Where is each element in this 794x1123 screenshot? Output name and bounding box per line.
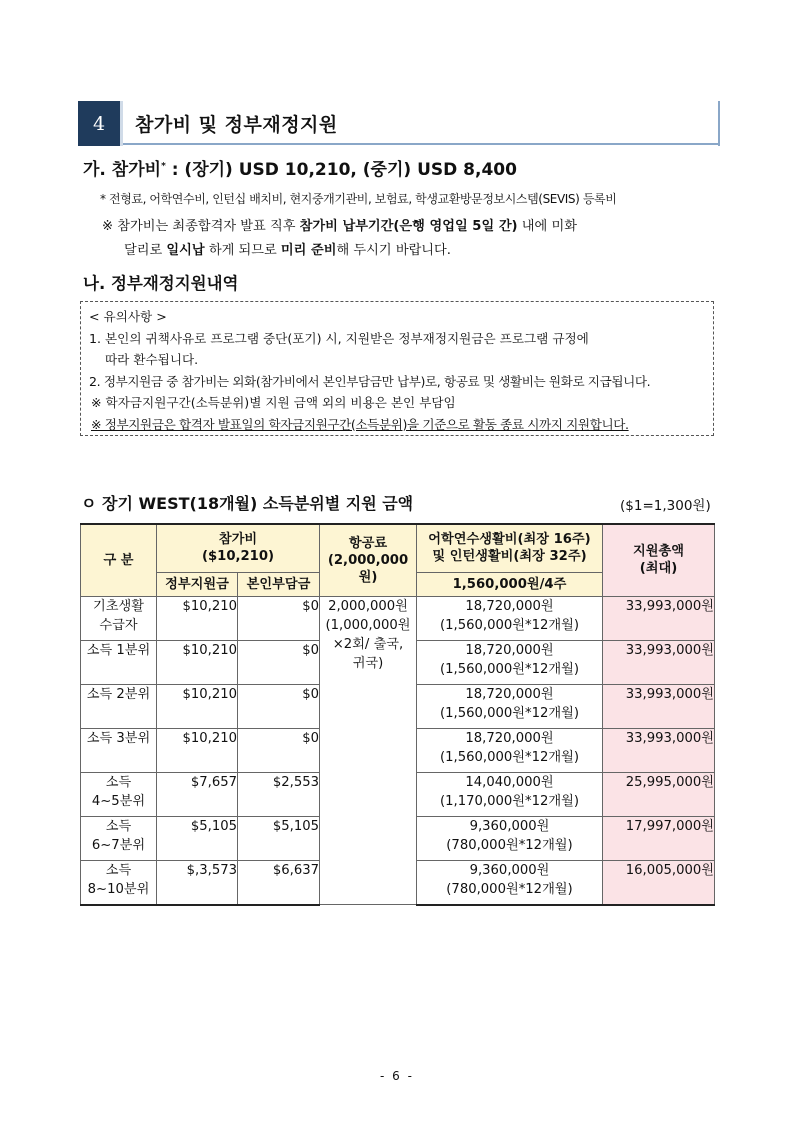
row-self-pay: $2,553	[238, 772, 320, 816]
row-total: 16,005,000원	[603, 860, 715, 905]
payment-period: 참가비 납부기간(은행 영업일 5일 간)	[299, 219, 518, 234]
notice-item-1-cont: 따라 환수됩니다.	[105, 352, 199, 367]
row-gov-support: $5,105	[157, 816, 238, 860]
row-self-pay: $0	[238, 684, 320, 728]
reference-mark: ※	[102, 219, 114, 234]
support-heading: 나. 정부재정지원내역	[83, 274, 239, 293]
notice-item-2: 2. 정부지원금 중 참가비는 외화(참가비에서 본인부담금만 납부)로, 항공료 및 생활비는 원화로 지급됩니다.	[89, 373, 651, 389]
row-living-cost: 18,720,000원 (1,560,000원*12개월)	[417, 596, 603, 640]
header-fee-self: 본인부담금	[238, 572, 320, 596]
row-category: 소득 3분위	[81, 728, 157, 772]
row-category: 기초생활 수급자	[81, 596, 157, 640]
row-category: 소득 8~10분위	[81, 860, 157, 905]
fee-heading-label: 가. 참가비	[83, 160, 162, 180]
row-total: 17,997,000원	[603, 816, 715, 860]
section-right-border	[718, 101, 720, 146]
header-fee-gov: 정부지원금	[157, 572, 238, 596]
header-living: 어학연수생활비(최장 16주) 및 인턴생활비(최장 32주)	[417, 524, 603, 572]
row-gov-support: $10,210	[157, 728, 238, 772]
row-gov-support: $10,210	[157, 640, 238, 684]
section-number: 4	[78, 101, 120, 146]
notice-title: < 유의사항 >	[89, 309, 167, 324]
row-gov-support: $,3,573	[157, 860, 238, 905]
row-living-cost: 14,040,000원 (1,170,000원*12개월)	[417, 772, 603, 816]
row-living-cost: 18,720,000원 (1,560,000원*12개월)	[417, 640, 603, 684]
row-total: 25,995,000원	[603, 772, 715, 816]
notice-ref-1: ※ 학자금지원구간(소득분위)별 지원 금액 외의 비용은 본인 부담임	[91, 395, 456, 410]
row-self-pay: $0	[238, 640, 320, 684]
fee-heading	[83, 155, 517, 180]
row-total: 33,993,000원	[603, 640, 715, 684]
header-flight: 항공료 (2,000,000원)	[320, 524, 417, 596]
row-living-cost: 18,720,000원 (1,560,000원*12개월)	[417, 684, 603, 728]
header-living-rate: 1,560,000원/4주	[417, 572, 603, 596]
row-category: 소득 2분위	[81, 684, 157, 728]
row-living-cost: 18,720,000원 (1,560,000원*12개월)	[417, 728, 603, 772]
fee-heading-asterisk: *	[161, 161, 166, 172]
lump-sum-emphasis: 일시납	[166, 243, 205, 258]
header-flight-amount: (2,000,000원)	[327, 552, 409, 585]
fee-payment-note	[102, 215, 720, 263]
row-total: 33,993,000원	[603, 728, 715, 772]
fee-includes-note: * 전형료, 어학연수비, 인턴십 배치비, 현지중개기관비, 보험료, 학생교환방문정보시스템(SEVIS) 등록비	[100, 192, 617, 206]
row-total: 33,993,000원	[603, 684, 715, 728]
section-header	[78, 101, 720, 146]
row-gov-support: $10,210	[157, 684, 238, 728]
support-amount-table	[80, 523, 715, 906]
row-self-pay: $0	[238, 728, 320, 772]
flight-cell: 2,000,000원 (1,000,000원 ×2회/ 출국, 귀국)	[320, 596, 417, 905]
fee-payment-note-line-1: ※ 참가비는 최종합격자 발표 직후 참가비 납부기간(은행 영업일 5일 간) 내에 미화	[102, 219, 577, 234]
page-number: - 6 -	[380, 1069, 414, 1083]
notice-box	[80, 301, 714, 436]
prepare-emphasis: 미리 준비	[280, 243, 337, 258]
section-number-divider	[120, 101, 123, 146]
row-living-cost: 9,360,000원 (780,000원*12개월)	[417, 816, 603, 860]
header-fee: 참가비 ($10,210)	[157, 524, 320, 572]
row-category: 소득 1분위	[81, 640, 157, 684]
row-self-pay: $5,105	[238, 816, 320, 860]
fee-heading-amounts: : (장기) USD 10,210, (중기) USD 8,400	[165, 160, 517, 180]
row-self-pay: $0	[238, 596, 320, 640]
header-total: 지원총액 (최대)	[603, 524, 715, 596]
row-gov-support: $10,210	[157, 596, 238, 640]
fee-payment-note-line-2: 달리로 일시납 하게 되므로 미리 준비해 두시기 바랍니다.	[124, 243, 451, 258]
notice-item-1: 1. 본인의 귀책사유로 프로그램 중단(포기) 시, 지원받은 정부재정지원금은 프로그램 규정에	[89, 330, 589, 346]
section-title: 참가비 및 정부재정지원	[135, 114, 338, 136]
row-total: 33,993,000원	[603, 596, 715, 640]
row-category: 소득 6~7분위	[81, 816, 157, 860]
row-category: 소득 4~5분위	[81, 772, 157, 816]
row-gov-support: $7,657	[157, 772, 238, 816]
header-fee-amount: ($10,210)	[201, 549, 275, 565]
row-self-pay: $6,637	[238, 860, 320, 905]
table-row	[81, 596, 715, 640]
row-living-cost: 9,360,000원 (780,000원*12개월)	[417, 860, 603, 905]
notice-ref-2: ※ 정부지원금은 합격자 발표일의 학자금지원구간(소득분위)을 기준으로 활동 종료 시까지 지원합니다.	[91, 416, 629, 432]
exchange-rate: ($1=1,300원)	[620, 498, 711, 514]
header-category: 구 분	[81, 524, 157, 596]
section-underline	[123, 143, 720, 145]
table-title: ㅇ 장기 WEST(18개월) 소득분위별 지원 금액	[81, 494, 414, 513]
